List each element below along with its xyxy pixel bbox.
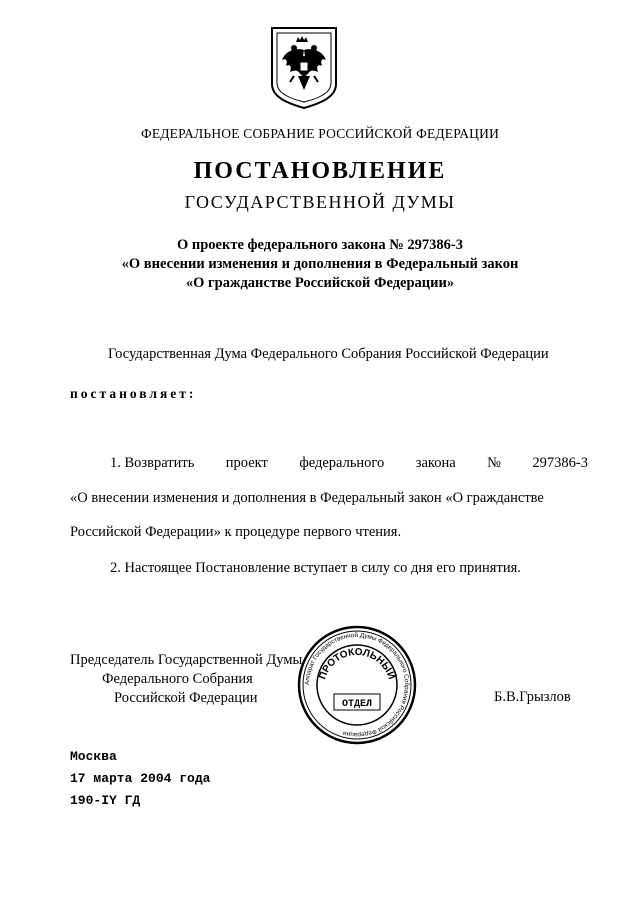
signer-name: Б.В.Грызлов	[494, 689, 571, 705]
item-1-line-2: «О внесении изменения и дополнения в Федеральный закон «О гражданстве	[70, 490, 544, 506]
document-subject	[0, 236, 640, 293]
seal-center-text: ОТДЕЛ	[341, 699, 373, 710]
document-number: 190-IY ГД	[70, 793, 141, 808]
seal-ring-text: Аппарат Государственной Думы Федерального Собрания Российской Федерации	[303, 631, 411, 739]
item-1-line-3: Российской Федерации» к процедуре первого чтения.	[70, 524, 402, 540]
item-1-word: федерального	[299, 455, 385, 471]
item-1-word: закона	[415, 455, 456, 471]
parliament-name: ФЕДЕРАЛЬНОЕ СОБРАНИЕ РОССИЙСКОЙ ФЕДЕРАЦИИ	[140, 126, 500, 141]
signatory-position	[70, 651, 302, 708]
item-2: 2. Настоящее Постановление вступает в силу со дня его принятия.	[110, 560, 521, 576]
item-1-word: 297386-3	[532, 455, 588, 471]
coat-of-arms-icon	[268, 26, 340, 110]
place-of-signing: Москва	[70, 749, 117, 764]
item-1-word: №	[487, 455, 501, 471]
signing-date: 17 марта 2004 года	[70, 771, 211, 786]
official-seal-icon	[294, 622, 420, 748]
item-1-word: проект	[225, 455, 268, 471]
subject-line-1: О проекте федерального закона № 297386-3	[176, 237, 464, 253]
item-1-line-1	[110, 455, 588, 472]
document-issuer: ГОСУДАРСТВЕННОЙ ДУМЫ	[184, 192, 456, 212]
preamble: Государственная Дума Федерального Собрания Российской Федерации	[108, 346, 549, 362]
resolves-word: постановляет:	[70, 386, 197, 401]
position-line-1: Председатель Государственной Думы	[70, 652, 303, 668]
seal-top-text: ПРОТОКОЛЬНЫЙ	[317, 646, 397, 681]
item-1-word: 1. Возвратить	[110, 455, 195, 471]
document-type-title: ПОСТАНОВЛЕНИЕ	[193, 158, 447, 184]
subject-line-2: «О внесении изменения и дополнения в Федеральный закон	[121, 256, 519, 272]
position-line-3: Российской Федерации	[114, 690, 258, 706]
subject-line-3: «О гражданстве Российской Федерации»	[185, 275, 455, 291]
position-line-2: Федерального Собрания	[102, 671, 253, 687]
document-footer	[70, 746, 210, 812]
